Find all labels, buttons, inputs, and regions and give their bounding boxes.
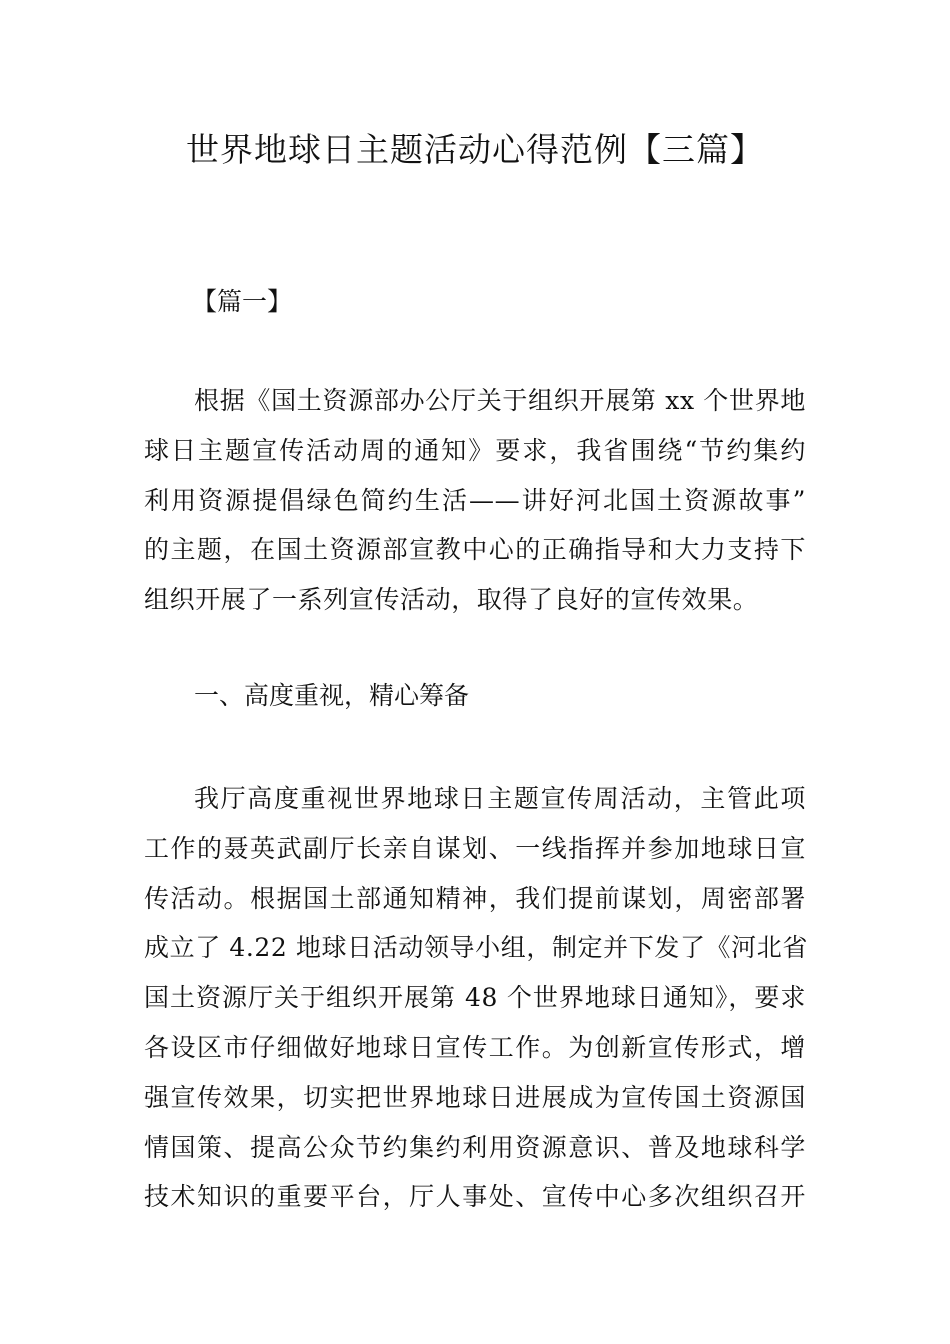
paragraph-line: 我厅高度重视世界地球日主题宣传周活动，主管此项 (194, 784, 806, 813)
paragraph-line: 情国策、提高公众节约集约利用资源意识、普及地球科学 (144, 1132, 806, 1162)
paragraph-line: 的主题，在国土资源部宣教中心的正确指导和大力支持下 (144, 535, 806, 565)
paragraph-line: 利用资源提倡绿色简约生活——讲好河北国土资源故事” (144, 485, 806, 515)
paragraph-line: 球日主题宣传活动周的通知》要求，我省围绕“节约集约 (144, 435, 806, 465)
document-title: 世界地球日主题活动心得范例【三篇】 (186, 130, 764, 169)
paragraph-line: 各设区市仔细做好地球日宣传工作。为创新宣传形式，增 (144, 1032, 806, 1062)
section-heading: 一、高度重视，精心筹备 (194, 681, 470, 710)
paragraph-line: 工作的聂英武副厅长亲自谋划、一线指挥并参加地球日宣 (144, 833, 806, 863)
paragraph-body (144, 774, 806, 1222)
paragraph-intro (144, 376, 806, 625)
paragraph-line: 根据《国土资源部办公厅关于组织开展第 xx 个世界地 (194, 386, 806, 415)
paragraph-line: 组织开展了一系列宣传活动，取得了良好的宣传效果。 (144, 585, 759, 615)
paragraph-line: 国土资源厅关于组织开展第 48 个世界地球日通知》，要求 (144, 983, 806, 1013)
paragraph-line: 传活动。根据国土部通知精神，我们提前谋划，周密部署 (144, 883, 806, 913)
paragraph-line: 强宣传效果，切实把世界地球日进展成为宣传国土资源国 (144, 1082, 806, 1112)
paragraph-line: 技术知识的重要平台，厅人事处、宣传中心多次组织召开 (144, 1182, 806, 1212)
section-label: 【篇一】 (192, 287, 293, 316)
paragraph-line: 成立了 4.22 地球日活动领导小组，制定并下发了《河北省 (144, 933, 808, 963)
